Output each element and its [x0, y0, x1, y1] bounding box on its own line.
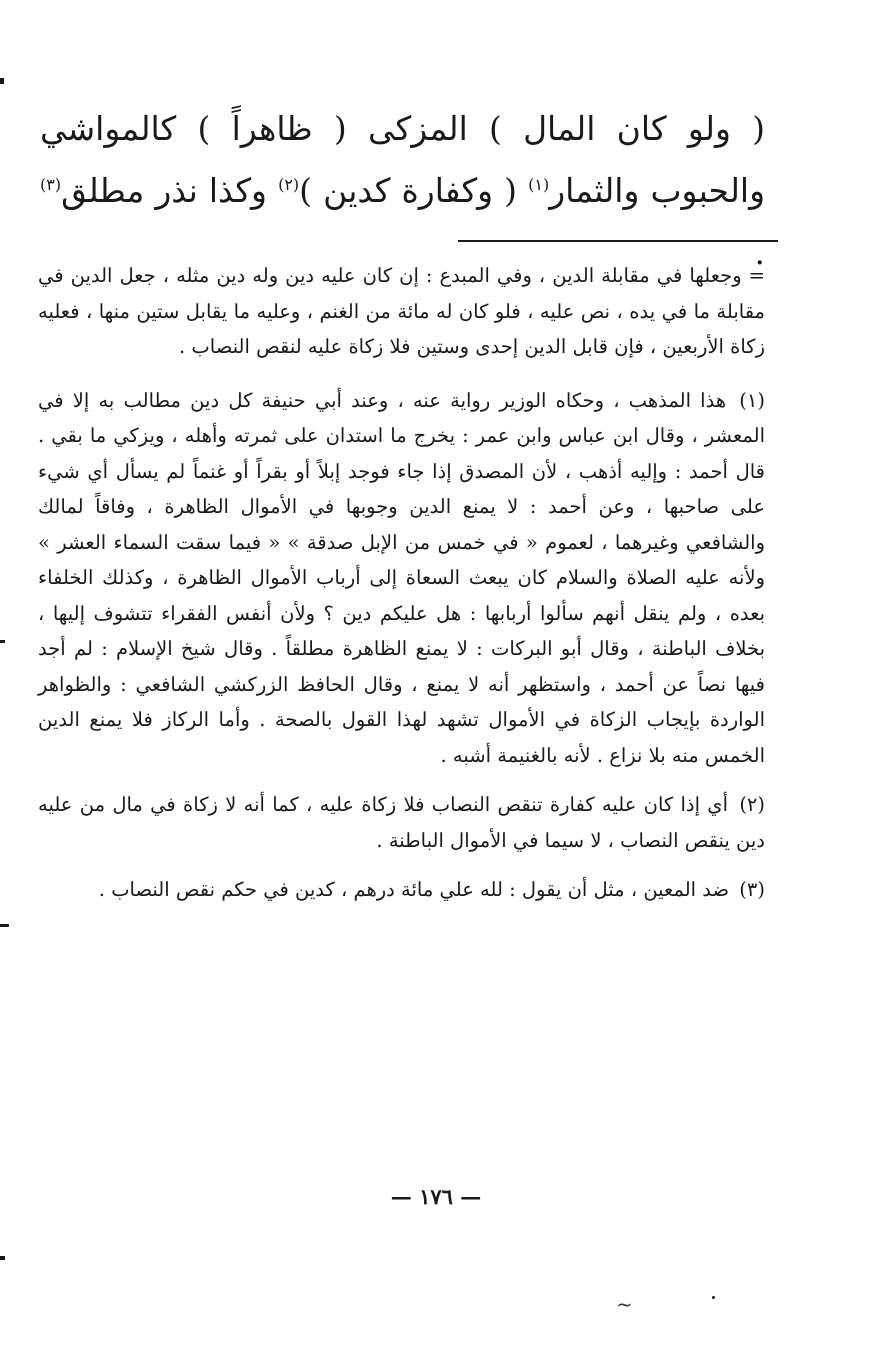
ink-smudge: ~ [616, 1292, 633, 1316]
footnote-ref-1: (١) [528, 175, 550, 194]
footnote-ref-3: (٣) [40, 175, 62, 194]
scan-edge-mark [0, 640, 5, 643]
footnote-text: أي إذا كان عليه كفارة تنقص النصاب فلا زكاة عليه ، كما أنه لا زكاة في مال من عليه دين ينقص النصاب ، لا سيما في الأموال الباطنة . [38, 793, 765, 852]
footnote-number: (١) [739, 388, 765, 412]
footnote-text: هذا المذهب ، وحكاه الوزير رواية عنه ، وعند أبي حنيفة كل دين مطالب به إلا في المعشر ، وقال ابن عباس وابن عمر : يخرج ما استدان على ثمرته وأهله ، ويزكي ما بقي . قال أحمد : وإليه أذهب ، لأن المصدق إذا جاء فوجد إبلاً أو بقراً أو غنماً لم يسأل أي شيء على صاحبها ، وعن أحمد : لا يمنع الدين وجوبها في الأموال الظاهرة ، وفاقاً لمالك والشافعي وغيرهما ، لعموم « في خمس من الإبل صدقة » « فيما سقت السماء العشر » ولأنه عليه الصلاة والسلام كان يبعث السعاة إلى أرباب الأموال الظاهرة ، وكذلك الخلفاء بعده ، ولم ينقل أنهم سألوا أربابها : هل عليكم دين ؟ ولأن أنفس الفقراء تتشوف إليها ، بخلاف الباطنة ، وقال أبو البركات : لا يمنع الظاهرة مطلقاً . وقال شيخ الإسلام : لم أجد فيها نصاً عن أحمد ، واستظهر أنه لا يمنع ، وقال الحافظ الزركشي الشافعي : والظواهر الواردة بإيجاب الزكاة في الأموال تشهد لهذا القول بالصحة . وأما الركاز فلا يمنع الدين الخمس منه بلا نزاع . لأنه بالغنيمة أشبه . [38, 388, 765, 767]
footnote-number: (٢) [739, 793, 766, 816]
scan-edge-mark [0, 78, 4, 84]
main-text-segment: وكذا نذر مطلق [61, 171, 279, 210]
footnote-ref-2: (٢) [278, 175, 300, 194]
page-number: — ١٧٦ — [390, 1184, 482, 1209]
footnote-separator [458, 240, 778, 242]
footnote-number: (٣) [739, 878, 765, 901]
footnotes [38, 258, 765, 922]
main-text [40, 98, 765, 284]
scan-edge-mark [0, 924, 9, 927]
main-paragraph [40, 98, 765, 284]
scan-edge-mark [0, 1256, 5, 1260]
footnote-1 [38, 383, 765, 774]
footnote-3 [38, 872, 765, 908]
main-text-end: . [754, 233, 765, 272]
footnote-continuation: = وجعلها في مقابلة الدين ، وفي المبدع : إن كان عليه دين وله دين مثله ، جعل الدين في مقابلة ما في يده ، نص عليه ، فلو كان له مائة من الغنم ، وعليه ما يقابل ستين منها ، فعليه زكاة الأربعين ، فإن قابل الدين إحدى وستين فلا زكاة عليه لنقص النصاب . [38, 264, 765, 358]
footnote-2 [38, 787, 765, 858]
footnote-text: ضد المعين ، مثل أن يقول : لله علي مائة درهم ، كدين في حكم نقص النصاب . [98, 878, 730, 901]
main-text-segment: ( وكفارة كدين ) [299, 171, 529, 210]
ink-dot [712, 1296, 715, 1299]
main-text-segment: ( ولو كان المال ) المزكى ( ظاهراً ) كالمواشي والحبوب والثمار [40, 109, 765, 210]
